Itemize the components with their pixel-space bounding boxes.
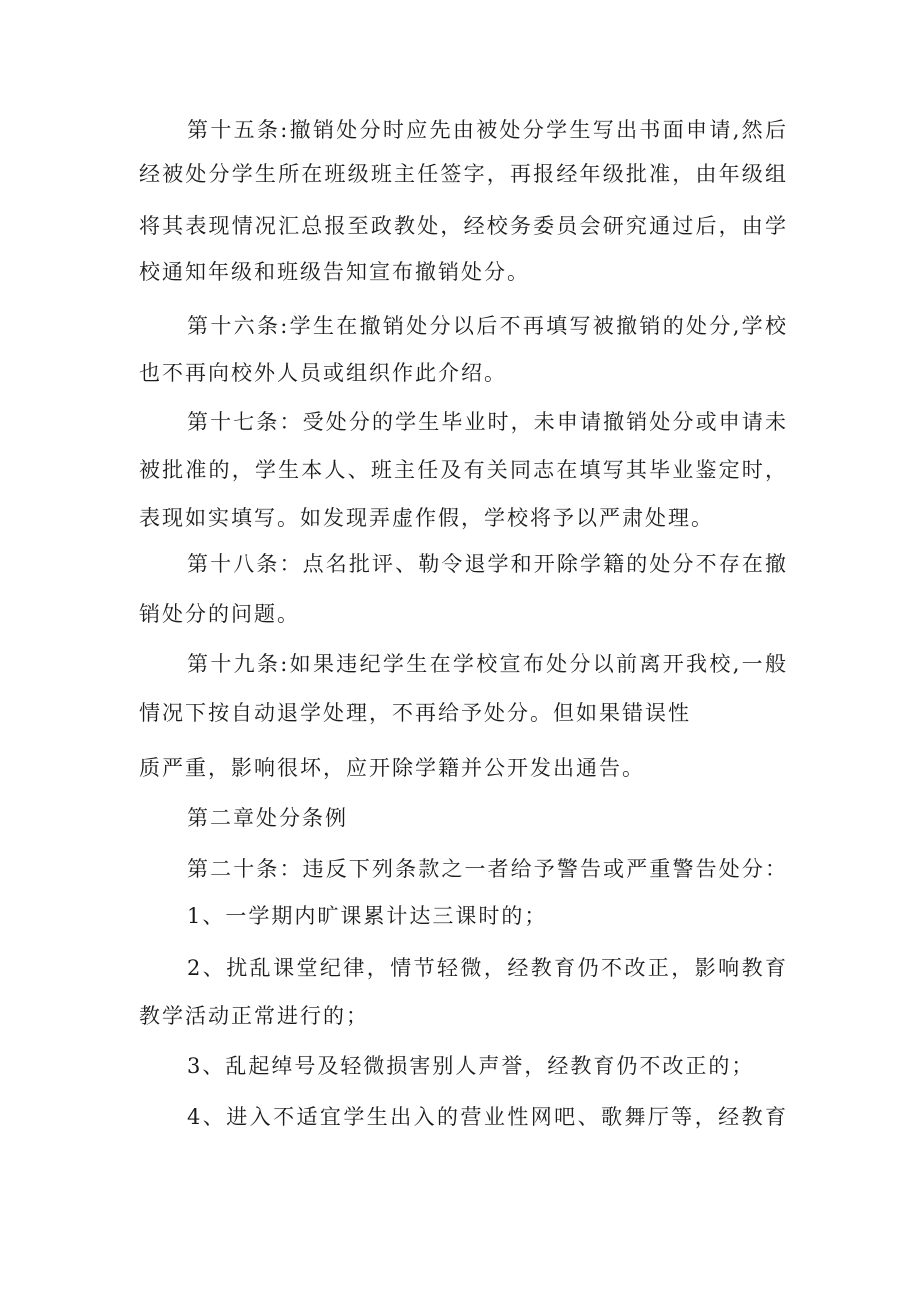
article-19-line-2: 情况下按自动退学处理，不再给予处分。但如果错误性 [139, 701, 691, 725]
article-15-line-1: 第十五条:撤销处分时应先由被处分学生写出书面申请,然后 [187, 118, 786, 142]
list-item-2-line-1: 2、扰乱课堂纪律，情节轻微，经教育仍不改正，影响教育 [187, 956, 786, 980]
list-item-3: 3、乱起绰号及轻微损害别人声誉，经教育仍不改正的； [187, 1054, 755, 1078]
article-17-line-3: 表现如实填写。如发现弄虚作假，学校将予以严肃处理。 [139, 506, 714, 530]
article-17-line-1: 第十七条：受处分的学生毕业时，未申请撤销处分或申请未 [187, 410, 786, 434]
list-item-2-line-2: 教学活动正常进行的； [139, 1004, 369, 1028]
article-18-line-2: 销处分的问题。 [139, 602, 300, 626]
article-20-line-1: 第二十条：违反下列条款之一者给予警告或严重警告处分： [187, 857, 786, 881]
article-15-line-3: 将其表现情况汇总报至政教处，经校务委员会研究通过后，由学 [139, 214, 786, 238]
article-18-line-1: 第十八条：点名批评、勒令退学和开除学籍的处分不存在撤 [187, 552, 786, 576]
article-19-line-3: 质严重，影响很坏，应开除学籍并公开发出通告。 [139, 756, 645, 780]
article-15-line-4: 校通知年级和班级告知宣布撤销处分。 [139, 260, 530, 284]
article-16-line-2: 也不再向校外人员或组织作此介绍。 [139, 361, 507, 385]
article-19-line-1: 第十九条:如果违纪学生在学校宣布处分以前离开我校,一般 [187, 652, 786, 676]
chapter-heading: 第二章处分条例 [187, 806, 348, 830]
list-item-4-line-1: 4、进入不适宜学生出入的营业性网吧、歌舞厅等，经教育 [187, 1105, 786, 1129]
article-16-line-1: 第十六条:学生在撤销处分以后不再填写被撤销的处分,学校 [187, 314, 786, 338]
list-item-1: 1、一学期内旷课累计达三课时的； [187, 904, 548, 928]
article-15-line-2: 经被处分学生所在班级班主任签字，再报经年级批准，由年级组 [139, 162, 786, 186]
article-17-line-2: 被批准的，学生本人、班主任及有关同志在填写其毕业鉴定时， [139, 458, 786, 482]
